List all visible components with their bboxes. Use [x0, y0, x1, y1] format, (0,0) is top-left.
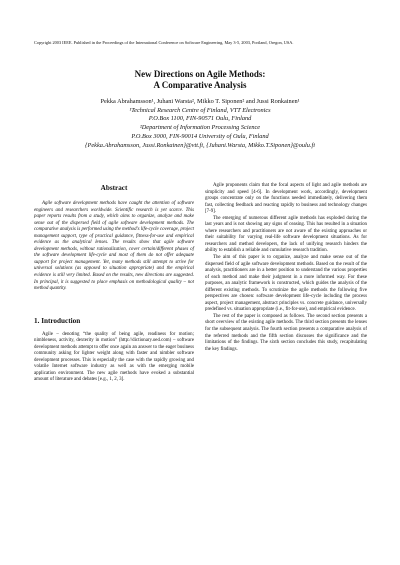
- introduction-heading: 1. Introduction: [34, 316, 81, 325]
- affiliation-1: ¹Technical Research Centre of Finland, VTT Electronics: [129, 106, 271, 114]
- right-column-body: [205, 183, 367, 353]
- introduction-body: [34, 332, 194, 384]
- affiliation-2-address: P.O.Box 3000, FIN-90014 University of Oulu, Finland: [131, 132, 269, 140]
- paper-title: [0, 69, 400, 91]
- affiliation-1-address: P.O.Box 1100, FIN-90571 Oulu, Finland: [148, 115, 252, 123]
- abstract-text: Agile software development methods have caught the attention of software engineers and researchers worldwide. Scientific research is yet scarce. This paper reports results from a study, which aims to organize, analyze and make sense out of the dispersed field of agile software development methods. The comparative analysis is performed using the method's life-cycle coverage, project management support, type of practical guidance, fitness-for-use and empirical evidence as the analytical lenses. The results show that agile software development methods, without rationalization, cover certain/different phases of the software development life-cycle and most of them do not offer adequate support for project management. Yet, many methods still attempt to strive for universal solutions (as opposed to situation appropriate) and the empirical evidence is still very limited. Based on the results, new directions are suggested. In principal, it is suggested to place emphasis on methodological quality – not method quantity.: [34, 201, 194, 292]
- right-paragraph-4: The rest of the paper is composed as follows. The second section presents a short overview of the existing agile methods. The third section presents the lenses for the subsequent analysis. The fourth section presents a comparative analysis of the referred methods and the fifth section discusses the significance and the limitations of the findings. The sixth section concludes this study, recapitulating the key findings.: [205, 313, 367, 352]
- affiliation-2: ²Department of Information Processing Science: [139, 124, 261, 132]
- right-paragraph-2: The emerging of numerous different agile methods has exploded during the last years and is not showing any signs of ceasing. This has resulted in a situation where researchers and practitioners are not aware of the existing approaches or their suitability for varying real-life software development situations. As for researchers and method developers, the lack of unifying research hinders the ability to establish a reliable and cumulative research tradition.: [205, 215, 367, 254]
- author-block: [0, 98, 400, 150]
- author-names: Pekka Abrahamsson¹, Juhani Warsta², Mikko T. Siponen² and Jussi Ronkainen¹: [100, 98, 300, 105]
- introduction-paragraph-1: Agile – denoting “the quality of being agile, readiness for motion; nimbleness, activity, dexterity in motion” (http://dictionary.oed.com) – software development methods attempt to offer once again an answer to the eager business community asking for lighter weight along with faster and nimbler software development processes. This is especially the case with the rapidly growing and volatile Internet software industry as well as with the emerging mobile application environment. The new agile methods have evoked a substantial amount of literature and debates [e.g., 1, 2, 3].: [34, 331, 194, 383]
- left-column: [34, 184, 194, 384]
- title-line-1: New Directions on Agile Methods:: [134, 69, 266, 79]
- copyright-notice: Copyright 2003 IEEE. Published in the Proceedings of the International Conference on Software Engineering, May 3-5, 2003, Portland, Oregon, USA.: [34, 40, 294, 45]
- author-emails: {Pekka.Abrahamsson, Jussi.Ronkainen}@vtt.fi, {Juhani.Warsta, Mikko.T.Siponen}@oulu.fi: [85, 141, 315, 149]
- title-line-2: A Comparative Analysis: [153, 80, 247, 90]
- abstract-heading: Abstract: [100, 184, 128, 192]
- right-paragraph-3: The aim of this paper is to organize, analyze and make sense out of the dispersed field of agile software development methods. Based on the result of the analysis, practitioners are in a better position to understand the various properties of each method and make their judgment in a more informed way. For these purposes, an analytic framework is constructed, which guides the analysis of the different existing methods. To scrutinize the agile methods the following five perspectives are chosen: software development life-cycle including the process aspect, project management, abstract principles vs. concrete guidance, universally predefined vs. situation appropriate (i.e., fit-for-use), and empirical evidence.: [205, 255, 367, 313]
- right-paragraph-1: Agile proponents claim that the focal aspects of light and agile methods are simplicity and speed [4-6]. In development work, accordingly, development groups concentrate only on the functions needed immediately, delivering them fast, collecting feedback and reacting rapidly to business and technology changes [7-9].: [205, 183, 367, 215]
- right-column: [205, 183, 367, 353]
